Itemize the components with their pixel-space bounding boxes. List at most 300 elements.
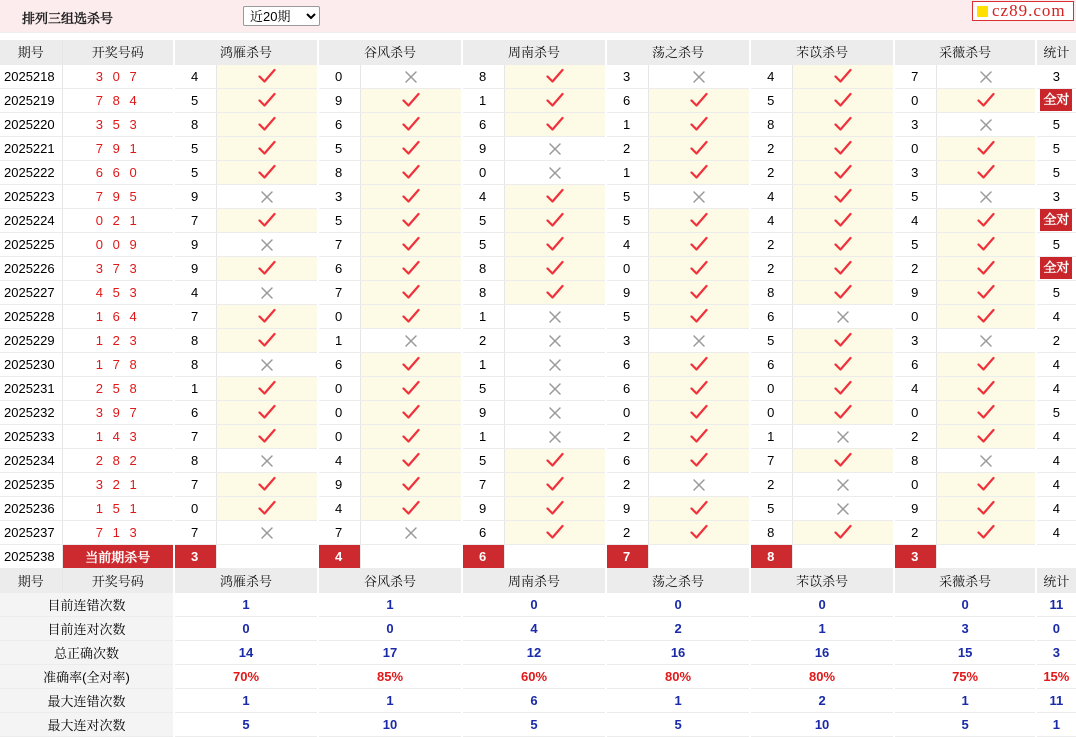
check-icon <box>977 428 995 444</box>
result-mark-cell <box>648 136 750 160</box>
cross-icon <box>260 286 274 300</box>
kill-number-cell: 7 <box>174 520 216 544</box>
kill-number-cell: 1 <box>750 424 792 448</box>
summary-stat: 11 <box>1036 592 1076 616</box>
check-icon <box>977 92 995 108</box>
table-row <box>0 184 1076 208</box>
kill-number-cell: 8 <box>894 448 936 472</box>
result-mark-cell <box>936 472 1036 496</box>
current-kill-label: 当前期杀号 <box>62 544 174 568</box>
draw-number-cell: 1 4 3 <box>62 424 174 448</box>
current-period-cell: 2025238 <box>0 544 62 568</box>
table-row <box>0 472 1076 496</box>
result-mark-cell <box>792 424 894 448</box>
kill-number-cell: 9 <box>606 496 648 520</box>
kill-number-cell: 5 <box>462 376 504 400</box>
kill-number-cell: 2 <box>750 232 792 256</box>
col-header-stat: 统计 <box>1036 40 1076 64</box>
stat-cell <box>1036 88 1076 112</box>
check-icon <box>690 380 708 396</box>
kill-number-cell: 0 <box>606 400 648 424</box>
check-icon <box>977 524 995 540</box>
kill-number-cell: 4 <box>750 64 792 88</box>
summary-value: 14 <box>174 640 318 664</box>
check-icon <box>977 356 995 372</box>
period-cell: 2025220 <box>0 112 62 136</box>
summary-value: 0 <box>318 616 462 640</box>
result-mark-cell <box>792 328 894 352</box>
result-mark-cell <box>648 208 750 232</box>
result-mark-cell <box>360 232 462 256</box>
summary-row <box>0 688 1076 712</box>
kill-number-cell: 5 <box>174 160 216 184</box>
check-icon <box>690 212 708 228</box>
kill-number-cell: 9 <box>894 496 936 520</box>
kill-number-cell: 5 <box>318 208 360 232</box>
table-row <box>0 520 1076 544</box>
period-cell: 2025235 <box>0 472 62 496</box>
kill-number-cell: 6 <box>318 256 360 280</box>
result-mark-cell <box>360 520 462 544</box>
stat-count: 2 <box>1052 332 1060 348</box>
cross-icon <box>979 118 993 132</box>
col-header-draw: 开奖号码 <box>62 568 174 592</box>
summary-value: 17 <box>318 640 462 664</box>
stat-cell <box>1036 112 1076 136</box>
col-header-expert: 谷风杀号 <box>318 40 462 64</box>
period-cell: 2025222 <box>0 160 62 184</box>
result-mark-cell <box>936 376 1036 400</box>
summary-row <box>0 616 1076 640</box>
check-icon <box>546 452 564 468</box>
result-mark-cell <box>936 208 1036 232</box>
summary-value: 0 <box>894 592 1036 616</box>
result-mark-cell <box>792 400 894 424</box>
result-mark-cell <box>936 88 1036 112</box>
result-mark-cell <box>936 256 1036 280</box>
kill-number-cell: 1 <box>174 376 216 400</box>
table-row <box>0 232 1076 256</box>
kill-number-cell: 4 <box>318 448 360 472</box>
summary-label: 目前连错次数 <box>0 592 174 616</box>
cross-icon <box>692 478 706 492</box>
result-mark-cell <box>216 88 318 112</box>
result-mark-cell <box>936 496 1036 520</box>
summary-stat: 15% <box>1036 664 1076 688</box>
table-row <box>0 160 1076 184</box>
result-mark-cell <box>504 400 606 424</box>
stat-cell <box>1036 208 1076 232</box>
cross-icon <box>404 70 418 84</box>
kill-number-cell: 2 <box>606 424 648 448</box>
result-mark-cell <box>792 232 894 256</box>
period-cell: 2025226 <box>0 256 62 280</box>
kill-number-cell: 8 <box>750 520 792 544</box>
result-mark-cell <box>504 304 606 328</box>
cross-icon <box>404 526 418 540</box>
result-mark-cell <box>648 256 750 280</box>
check-icon <box>402 404 420 420</box>
check-icon <box>977 380 995 396</box>
kill-number-cell: 6 <box>606 88 648 112</box>
summary-value: 70% <box>174 664 318 688</box>
check-icon <box>546 260 564 276</box>
result-mark-cell <box>792 112 894 136</box>
cross-icon <box>548 382 562 396</box>
stat-cell <box>1036 400 1076 424</box>
cross-icon <box>692 334 706 348</box>
kill-number-cell: 4 <box>750 184 792 208</box>
kill-number-cell: 6 <box>750 352 792 376</box>
result-mark-cell <box>792 160 894 184</box>
result-mark-cell <box>216 160 318 184</box>
result-mark-cell <box>360 64 462 88</box>
result-mark-cell <box>504 424 606 448</box>
draw-number-cell: 2 8 2 <box>62 448 174 472</box>
result-mark-cell <box>360 280 462 304</box>
cross-icon <box>548 406 562 420</box>
check-icon <box>690 260 708 276</box>
kill-number-cell: 7 <box>894 64 936 88</box>
summary-value: 10 <box>318 712 462 736</box>
period-cell: 2025218 <box>0 64 62 88</box>
col-header-stat: 统计 <box>1036 568 1076 592</box>
kill-number-cell: 5 <box>318 136 360 160</box>
draw-number-cell: 1 7 8 <box>62 352 174 376</box>
kill-number-cell: 2 <box>750 136 792 160</box>
col-header-expert: 荡之杀号 <box>606 40 750 64</box>
result-mark-cell <box>216 328 318 352</box>
cross-icon <box>260 526 274 540</box>
stat-count: 4 <box>1052 524 1060 540</box>
check-icon <box>402 116 420 132</box>
kill-number-cell: 7 <box>174 208 216 232</box>
kill-number-cell: 0 <box>318 304 360 328</box>
kill-number-cell: 5 <box>462 448 504 472</box>
table-row <box>0 112 1076 136</box>
cross-icon <box>836 310 850 324</box>
result-mark-cell <box>792 376 894 400</box>
period-cell: 2025228 <box>0 304 62 328</box>
check-icon <box>690 428 708 444</box>
summary-value: 80% <box>606 664 750 688</box>
result-mark-cell <box>360 328 462 352</box>
draw-number-cell: 1 5 1 <box>62 496 174 520</box>
check-icon <box>834 140 852 156</box>
kill-number-cell: 4 <box>318 496 360 520</box>
stat-cell <box>1036 376 1076 400</box>
summary-value: 5 <box>462 712 606 736</box>
result-mark-cell <box>360 184 462 208</box>
stat-count: 5 <box>1052 140 1060 156</box>
check-icon <box>258 164 276 180</box>
summary-stat: 0 <box>1036 616 1076 640</box>
check-icon <box>834 116 852 132</box>
kill-number-cell: 8 <box>174 448 216 472</box>
kill-number-cell: 0 <box>894 88 936 112</box>
summary-stat: 11 <box>1036 688 1076 712</box>
draw-number-cell: 6 6 0 <box>62 160 174 184</box>
summary-value: 2 <box>750 688 894 712</box>
check-icon <box>977 236 995 252</box>
result-mark-cell <box>648 520 750 544</box>
check-icon <box>402 428 420 444</box>
check-icon <box>258 308 276 324</box>
current-kill-number: 7 <box>606 544 648 568</box>
result-mark-cell <box>216 448 318 472</box>
result-mark-cell <box>936 136 1036 160</box>
check-icon <box>546 284 564 300</box>
summary-value: 1 <box>318 688 462 712</box>
summary-value: 1 <box>174 592 318 616</box>
kill-number-cell: 3 <box>318 184 360 208</box>
summary-value: 3 <box>894 616 1036 640</box>
kill-number-cell: 6 <box>462 112 504 136</box>
check-icon <box>546 236 564 252</box>
result-mark-cell <box>360 472 462 496</box>
table-row <box>0 208 1076 232</box>
cross-icon <box>260 358 274 372</box>
stat-count: 5 <box>1052 236 1060 252</box>
stat-count: 5 <box>1052 404 1060 420</box>
result-mark-cell <box>216 304 318 328</box>
check-icon <box>546 68 564 84</box>
check-icon <box>546 92 564 108</box>
kill-number-cell: 5 <box>606 184 648 208</box>
check-icon <box>834 260 852 276</box>
kill-number-cell: 9 <box>174 256 216 280</box>
kill-number-cell: 6 <box>462 520 504 544</box>
kill-number-cell: 6 <box>606 448 648 472</box>
kill-number-cell: 9 <box>318 88 360 112</box>
period-cell: 2025236 <box>0 496 62 520</box>
result-mark-cell <box>648 280 750 304</box>
summary-value: 1 <box>894 688 1036 712</box>
result-mark-cell <box>216 472 318 496</box>
cross-icon <box>692 70 706 84</box>
col-header-expert: 周南杀号 <box>462 40 606 64</box>
logo-square-icon <box>977 6 988 17</box>
kill-number-cell: 4 <box>606 232 648 256</box>
result-mark-cell <box>648 112 750 136</box>
check-icon <box>258 68 276 84</box>
stat-count: 4 <box>1052 452 1060 468</box>
result-mark-cell <box>360 448 462 472</box>
header-row <box>0 40 1076 64</box>
current-kill-number: 8 <box>750 544 792 568</box>
stat-count: 5 <box>1052 164 1060 180</box>
check-icon <box>977 140 995 156</box>
kill-number-cell: 8 <box>174 112 216 136</box>
check-icon <box>834 92 852 108</box>
current-kill-spacer <box>792 544 894 568</box>
kill-number-cell: 0 <box>750 400 792 424</box>
kill-number-cell: 0 <box>894 136 936 160</box>
result-mark-cell <box>216 496 318 520</box>
period-range-select[interactable] <box>243 6 320 26</box>
kill-number-cell: 0 <box>318 376 360 400</box>
check-icon <box>834 380 852 396</box>
result-mark-cell <box>360 400 462 424</box>
result-mark-cell <box>792 472 894 496</box>
kill-number-cell: 1 <box>462 424 504 448</box>
kill-number-cell: 5 <box>606 208 648 232</box>
kill-number-cell: 6 <box>174 400 216 424</box>
draw-number-cell: 0 2 1 <box>62 208 174 232</box>
kill-number-cell: 5 <box>462 208 504 232</box>
result-mark-cell <box>504 88 606 112</box>
kill-number-cell: 5 <box>462 232 504 256</box>
cross-icon <box>836 478 850 492</box>
cross-icon <box>548 358 562 372</box>
result-mark-cell <box>504 184 606 208</box>
all-correct-badge: 全对 <box>1040 209 1072 231</box>
kill-number-cell: 2 <box>894 520 936 544</box>
kill-number-cell: 2 <box>606 520 648 544</box>
kill-number-cell: 5 <box>174 136 216 160</box>
kill-number-cell: 7 <box>318 280 360 304</box>
kill-number-cell: 7 <box>174 472 216 496</box>
kill-number-cell: 2 <box>894 424 936 448</box>
check-icon <box>546 116 564 132</box>
result-mark-cell <box>216 376 318 400</box>
cross-icon <box>548 310 562 324</box>
kill-number-cell: 9 <box>606 280 648 304</box>
draw-number-cell: 7 9 5 <box>62 184 174 208</box>
check-icon <box>546 212 564 228</box>
stat-cell <box>1036 520 1076 544</box>
result-mark-cell <box>216 280 318 304</box>
summary-value: 80% <box>750 664 894 688</box>
kill-number-cell: 1 <box>606 160 648 184</box>
kill-number-cell: 7 <box>750 448 792 472</box>
stat-cell <box>1036 472 1076 496</box>
kill-number-cell: 6 <box>606 352 648 376</box>
kill-number-cell: 7 <box>174 424 216 448</box>
check-icon <box>258 500 276 516</box>
check-icon <box>690 404 708 420</box>
all-correct-badge: 全对 <box>1040 257 1072 279</box>
result-mark-cell <box>360 88 462 112</box>
period-cell: 2025225 <box>0 232 62 256</box>
check-icon <box>258 332 276 348</box>
summary-value: 16 <box>606 640 750 664</box>
result-mark-cell <box>216 424 318 448</box>
table-row <box>0 88 1076 112</box>
kill-number-cell: 4 <box>174 64 216 88</box>
kill-number-cell: 1 <box>462 352 504 376</box>
result-mark-cell <box>648 376 750 400</box>
check-icon <box>402 500 420 516</box>
check-icon <box>402 380 420 396</box>
current-kill-number: 3 <box>174 544 216 568</box>
check-icon <box>402 452 420 468</box>
kill-number-cell: 3 <box>894 328 936 352</box>
cross-icon <box>979 334 993 348</box>
cross-icon <box>260 190 274 204</box>
result-mark-cell <box>360 376 462 400</box>
summary-value: 85% <box>318 664 462 688</box>
result-mark-cell <box>936 448 1036 472</box>
summary-value: 60% <box>462 664 606 688</box>
table-row <box>0 424 1076 448</box>
site-logo[interactable] <box>972 1 1074 21</box>
kill-number-cell: 8 <box>174 352 216 376</box>
kill-number-cell: 2 <box>750 256 792 280</box>
stat-cell <box>1036 160 1076 184</box>
result-mark-cell <box>504 160 606 184</box>
kill-number-cell: 0 <box>318 424 360 448</box>
col-header-expert: 谷风杀号 <box>318 568 462 592</box>
check-icon <box>834 356 852 372</box>
summary-value: 4 <box>462 616 606 640</box>
result-mark-cell <box>648 88 750 112</box>
current-kill-spacer <box>216 544 318 568</box>
period-cell: 2025219 <box>0 88 62 112</box>
result-mark-cell <box>648 448 750 472</box>
cross-icon <box>979 190 993 204</box>
check-icon <box>977 284 995 300</box>
period-cell: 2025234 <box>0 448 62 472</box>
result-mark-cell <box>360 136 462 160</box>
kill-number-cell: 0 <box>462 160 504 184</box>
summary-value: 12 <box>462 640 606 664</box>
kill-number-cell: 6 <box>750 304 792 328</box>
draw-number-cell: 2 5 8 <box>62 376 174 400</box>
stat-cell <box>1036 352 1076 376</box>
check-icon <box>834 212 852 228</box>
summary-value: 5 <box>606 712 750 736</box>
summary-stat: 3 <box>1036 640 1076 664</box>
result-mark-cell <box>216 256 318 280</box>
result-mark-cell <box>504 136 606 160</box>
result-mark-cell <box>648 160 750 184</box>
kill-number-cell: 7 <box>318 520 360 544</box>
check-icon <box>402 164 420 180</box>
check-icon <box>258 260 276 276</box>
current-kill-spacer <box>504 544 606 568</box>
period-cell: 2025232 <box>0 400 62 424</box>
result-mark-cell <box>792 352 894 376</box>
check-icon <box>402 284 420 300</box>
current-kill-number: 3 <box>894 544 936 568</box>
current-kill-number: 6 <box>462 544 504 568</box>
summary-stat: 1 <box>1036 712 1076 736</box>
col-header-expert: 鸿雁杀号 <box>174 40 318 64</box>
period-cell: 2025230 <box>0 352 62 376</box>
result-mark-cell <box>504 112 606 136</box>
check-icon <box>834 332 852 348</box>
kill-number-cell: 0 <box>318 400 360 424</box>
kill-number-cell: 9 <box>894 280 936 304</box>
result-mark-cell <box>216 520 318 544</box>
period-cell: 2025224 <box>0 208 62 232</box>
result-mark-cell <box>936 304 1036 328</box>
check-icon <box>690 356 708 372</box>
result-mark-cell <box>936 400 1036 424</box>
result-mark-cell <box>648 472 750 496</box>
col-header-period: 期号 <box>0 568 62 592</box>
kill-number-table <box>0 40 1076 737</box>
period-cell: 2025237 <box>0 520 62 544</box>
current-kill-spacer <box>936 544 1036 568</box>
result-mark-cell <box>936 424 1036 448</box>
check-icon <box>977 404 995 420</box>
result-mark-cell <box>360 160 462 184</box>
result-mark-cell <box>648 64 750 88</box>
kill-number-cell: 1 <box>606 112 648 136</box>
check-icon <box>258 428 276 444</box>
